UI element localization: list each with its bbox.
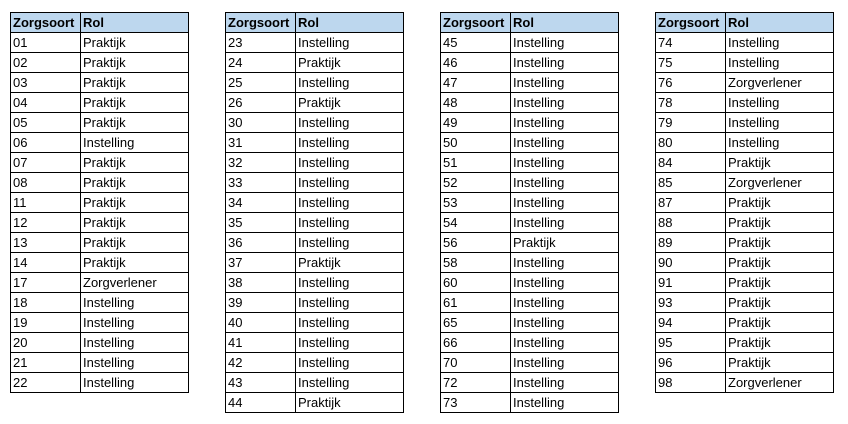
table-row [226, 273, 404, 293]
zorgsoort-cell: 76 [656, 73, 726, 93]
zorgsoort-cell: 93 [656, 293, 726, 313]
rol-cell: Praktijk [726, 253, 834, 273]
zorgsoort-cell: 95 [656, 333, 726, 353]
table-row [226, 93, 404, 113]
table-row [226, 173, 404, 193]
rol-cell: Instelling [511, 213, 619, 233]
zorgsoort-cell: 79 [656, 113, 726, 133]
rol-cell: Praktijk [296, 93, 404, 113]
zorgsoort-cell: 56 [441, 233, 511, 253]
zorgsoort-table-2 [225, 12, 404, 413]
rol-cell: Instelling [511, 373, 619, 393]
table-header-row [226, 13, 404, 33]
rol-cell: Instelling [511, 313, 619, 333]
rol-cell: Instelling [726, 33, 834, 53]
table-row [441, 273, 619, 293]
rol-cell: Instelling [511, 293, 619, 313]
header-zorgsoort: Zorgsoort [656, 13, 726, 33]
zorgsoort-cell: 72 [441, 373, 511, 393]
zorgsoort-cell: 32 [226, 153, 296, 173]
zorgsoort-cell: 58 [441, 253, 511, 273]
rol-cell: Praktijk [296, 53, 404, 73]
table-header-row [11, 13, 189, 33]
rol-cell: Zorgverlener [81, 273, 189, 293]
table-row [11, 113, 189, 133]
rol-cell: Instelling [296, 333, 404, 353]
zorgsoort-cell: 37 [226, 253, 296, 273]
rol-cell: Praktijk [81, 33, 189, 53]
header-rol: Rol [726, 13, 834, 33]
zorgsoort-cell: 94 [656, 313, 726, 333]
table-row [11, 253, 189, 273]
rol-cell: Praktijk [726, 193, 834, 213]
zorgsoort-cell: 43 [226, 373, 296, 393]
rol-cell: Praktijk [726, 353, 834, 373]
rol-cell: Instelling [511, 53, 619, 73]
rol-cell: Instelling [511, 153, 619, 173]
rol-cell: Instelling [296, 233, 404, 253]
table-row [226, 293, 404, 313]
rol-cell: Instelling [81, 373, 189, 393]
zorgsoort-cell: 17 [11, 273, 81, 293]
table-row [226, 113, 404, 133]
zorgsoort-cell: 44 [226, 393, 296, 413]
zorgsoort-cell: 70 [441, 353, 511, 373]
table-row [226, 33, 404, 53]
table-row [226, 253, 404, 273]
rol-cell: Instelling [511, 253, 619, 273]
rol-cell: Praktijk [81, 153, 189, 173]
rol-cell: Instelling [726, 113, 834, 133]
table-row [226, 73, 404, 93]
zorgsoort-cell: 46 [441, 53, 511, 73]
table-row [11, 353, 189, 373]
zorgsoort-cell: 89 [656, 233, 726, 253]
table-row [656, 333, 834, 353]
zorgsoort-cell: 52 [441, 173, 511, 193]
table-row [11, 193, 189, 213]
zorgsoort-cell: 50 [441, 133, 511, 153]
table-row [11, 93, 189, 113]
rol-cell: Praktijk [726, 313, 834, 333]
table-row [656, 253, 834, 273]
zorgsoort-cell: 34 [226, 193, 296, 213]
zorgsoort-cell: 20 [11, 333, 81, 353]
zorgsoort-cell: 21 [11, 353, 81, 373]
table-header-row [441, 13, 619, 33]
rol-cell: Instelling [296, 293, 404, 313]
rol-cell: Instelling [81, 293, 189, 313]
zorgsoort-cell: 26 [226, 93, 296, 113]
table-row [226, 193, 404, 213]
rol-cell: Praktijk [81, 173, 189, 193]
zorgsoort-cell: 41 [226, 333, 296, 353]
table-row [656, 93, 834, 113]
table-row [11, 293, 189, 313]
table-row [656, 153, 834, 173]
zorgsoort-cell: 24 [226, 53, 296, 73]
zorgsoort-cell: 73 [441, 393, 511, 413]
zorgsoort-table-4 [655, 12, 834, 393]
table-row [441, 213, 619, 233]
table-row [441, 33, 619, 53]
table-row [441, 393, 619, 413]
table-row [656, 73, 834, 93]
table-row [656, 133, 834, 153]
table-row [656, 273, 834, 293]
zorgsoort-table-3 [440, 12, 619, 413]
header-rol: Rol [296, 13, 404, 33]
rol-cell: Praktijk [81, 53, 189, 73]
zorgsoort-cell: 13 [11, 233, 81, 253]
table-row [441, 353, 619, 373]
rol-cell: Instelling [511, 393, 619, 413]
rol-cell: Zorgverlener [726, 373, 834, 393]
rol-cell: Instelling [296, 353, 404, 373]
zorgsoort-cell: 96 [656, 353, 726, 373]
zorgsoort-cell: 07 [11, 153, 81, 173]
rol-cell: Instelling [296, 193, 404, 213]
rol-cell: Instelling [511, 193, 619, 213]
zorgsoort-cell: 65 [441, 313, 511, 333]
zorgsoort-cell: 75 [656, 53, 726, 73]
zorgsoort-cell: 22 [11, 373, 81, 393]
header-zorgsoort: Zorgsoort [226, 13, 296, 33]
zorgsoort-cell: 05 [11, 113, 81, 133]
rol-cell: Instelling [296, 73, 404, 93]
header-rol: Rol [81, 13, 189, 33]
rol-cell: Instelling [511, 333, 619, 353]
rol-cell: Praktijk [726, 273, 834, 293]
rol-cell: Instelling [296, 373, 404, 393]
rol-cell: Praktijk [726, 153, 834, 173]
rol-cell: Praktijk [511, 233, 619, 253]
table-row [656, 313, 834, 333]
zorgsoort-cell: 45 [441, 33, 511, 53]
table-row [441, 233, 619, 253]
rol-cell: Praktijk [81, 73, 189, 93]
table-row [226, 133, 404, 153]
table-row [226, 153, 404, 173]
zorgsoort-cell: 98 [656, 373, 726, 393]
zorgsoort-cell: 31 [226, 133, 296, 153]
rol-cell: Praktijk [81, 93, 189, 113]
table-row [656, 53, 834, 73]
zorgsoort-cell: 48 [441, 93, 511, 113]
table-row [11, 333, 189, 353]
rol-cell: Zorgverlener [726, 73, 834, 93]
zorgsoort-cell: 51 [441, 153, 511, 173]
zorgsoort-cell: 18 [11, 293, 81, 313]
table-row [441, 113, 619, 133]
zorgsoort-cell: 08 [11, 173, 81, 193]
zorgsoort-cell: 74 [656, 33, 726, 53]
rol-cell: Instelling [726, 93, 834, 113]
table-row [441, 53, 619, 73]
table-row [656, 213, 834, 233]
rol-cell: Praktijk [726, 293, 834, 313]
table-row [656, 353, 834, 373]
rol-cell: Praktijk [81, 193, 189, 213]
zorgsoort-cell: 90 [656, 253, 726, 273]
zorgsoort-cell: 84 [656, 153, 726, 173]
zorgsoort-cell: 30 [226, 113, 296, 133]
table-row [656, 373, 834, 393]
table-row [11, 213, 189, 233]
zorgsoort-cell: 61 [441, 293, 511, 313]
rol-cell: Instelling [511, 353, 619, 373]
rol-cell: Instelling [511, 93, 619, 113]
rol-cell: Praktijk [726, 213, 834, 233]
rol-cell: Instelling [296, 273, 404, 293]
table-row [441, 133, 619, 153]
zorgsoort-cell: 53 [441, 193, 511, 213]
rol-cell: Instelling [81, 313, 189, 333]
table-row [11, 273, 189, 293]
rol-cell: Instelling [81, 353, 189, 373]
zorgsoort-cell: 06 [11, 133, 81, 153]
table-row [11, 173, 189, 193]
table-row [441, 193, 619, 213]
table-row [11, 233, 189, 253]
table-row [226, 373, 404, 393]
rol-cell: Praktijk [81, 213, 189, 233]
zorgsoort-cell: 54 [441, 213, 511, 233]
zorgsoort-cell: 33 [226, 173, 296, 193]
zorgsoort-cell: 38 [226, 273, 296, 293]
rol-cell: Praktijk [296, 393, 404, 413]
rol-cell: Praktijk [296, 253, 404, 273]
rol-cell: Instelling [511, 273, 619, 293]
table-row [11, 373, 189, 393]
header-zorgsoort: Zorgsoort [11, 13, 81, 33]
rol-cell: Praktijk [726, 333, 834, 353]
header-zorgsoort: Zorgsoort [441, 13, 511, 33]
rol-cell: Instelling [296, 173, 404, 193]
zorgsoort-cell: 19 [11, 313, 81, 333]
zorgsoort-cell: 47 [441, 73, 511, 93]
zorgsoort-table-1 [10, 12, 189, 393]
zorgsoort-cell: 66 [441, 333, 511, 353]
table-row [11, 53, 189, 73]
zorgsoort-cell: 88 [656, 213, 726, 233]
table-row [441, 173, 619, 193]
rol-cell: Instelling [726, 53, 834, 73]
rol-cell: Praktijk [81, 233, 189, 253]
zorgsoort-cell: 04 [11, 93, 81, 113]
rol-cell: Instelling [81, 133, 189, 153]
zorgsoort-cell: 23 [226, 33, 296, 53]
rol-cell: Instelling [296, 133, 404, 153]
rol-cell: Instelling [296, 313, 404, 333]
rol-cell: Instelling [726, 133, 834, 153]
table-row [11, 153, 189, 173]
zorgsoort-cell: 36 [226, 233, 296, 253]
rol-cell: Zorgverlener [726, 173, 834, 193]
table-row [656, 113, 834, 133]
table-row [441, 153, 619, 173]
rol-cell: Instelling [296, 33, 404, 53]
table-row [226, 393, 404, 413]
rol-cell: Instelling [296, 213, 404, 233]
table-row [226, 313, 404, 333]
zorgsoort-cell: 35 [226, 213, 296, 233]
header-rol: Rol [511, 13, 619, 33]
zorgsoort-cell: 39 [226, 293, 296, 313]
table-row [656, 173, 834, 193]
table-row [441, 373, 619, 393]
rol-cell: Instelling [81, 333, 189, 353]
zorgsoort-cell: 01 [11, 33, 81, 53]
zorgsoort-cell: 11 [11, 193, 81, 213]
rol-cell: Instelling [511, 173, 619, 193]
zorgsoort-cell: 91 [656, 273, 726, 293]
rol-cell: Instelling [511, 73, 619, 93]
rol-cell: Instelling [296, 113, 404, 133]
table-row [11, 313, 189, 333]
zorgsoort-cell: 85 [656, 173, 726, 193]
zorgsoort-cell: 49 [441, 113, 511, 133]
rol-cell: Instelling [511, 33, 619, 53]
table-header-row [656, 13, 834, 33]
zorgsoort-cell: 87 [656, 193, 726, 213]
table-row [226, 53, 404, 73]
rol-cell: Instelling [296, 153, 404, 173]
table-row [441, 333, 619, 353]
rol-cell: Praktijk [726, 233, 834, 253]
table-row [226, 213, 404, 233]
table-row [441, 93, 619, 113]
zorgsoort-cell: 14 [11, 253, 81, 273]
table-row [656, 293, 834, 313]
zorgsoort-cell: 60 [441, 273, 511, 293]
table-row [226, 333, 404, 353]
table-row [441, 293, 619, 313]
table-row [11, 133, 189, 153]
zorgsoort-cell: 12 [11, 213, 81, 233]
zorgsoort-cell: 02 [11, 53, 81, 73]
rol-cell: Praktijk [81, 253, 189, 273]
zorgsoort-cell: 03 [11, 73, 81, 93]
table-row [441, 313, 619, 333]
table-row [11, 73, 189, 93]
table-row [226, 233, 404, 253]
rol-cell: Instelling [511, 113, 619, 133]
zorgsoort-cell: 25 [226, 73, 296, 93]
table-row [656, 193, 834, 213]
zorgsoort-cell: 42 [226, 353, 296, 373]
table-row [656, 233, 834, 253]
zorgsoort-cell: 78 [656, 93, 726, 113]
table-row [441, 73, 619, 93]
rol-cell: Praktijk [81, 113, 189, 133]
table-row [656, 33, 834, 53]
table-row [226, 353, 404, 373]
zorgsoort-cell: 40 [226, 313, 296, 333]
zorgsoort-cell: 80 [656, 133, 726, 153]
rol-cell: Instelling [511, 133, 619, 153]
table-row [441, 253, 619, 273]
table-row [11, 33, 189, 53]
